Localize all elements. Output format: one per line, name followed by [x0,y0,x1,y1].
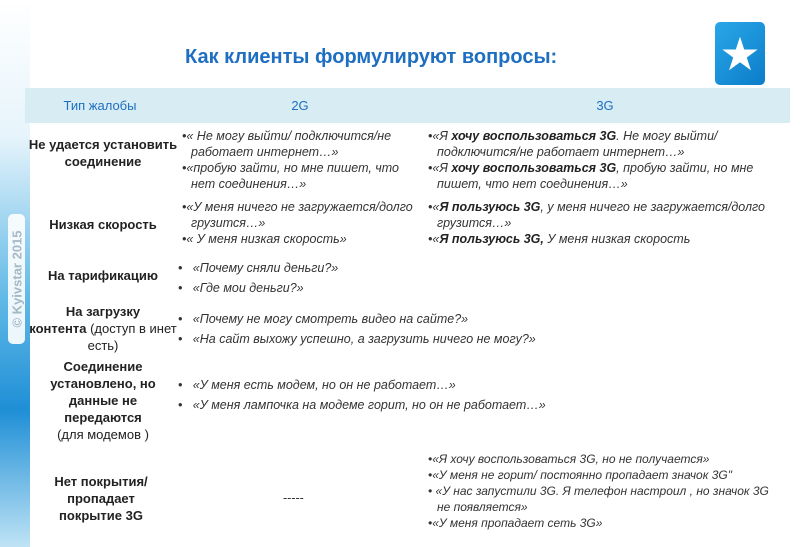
row-3g-quotes [428,451,773,531]
row-2g-quotes [182,199,422,247]
row-type: Нет покрытия/пропадает покрытие 3G [54,474,148,523]
quote: •«У меня не горит/ постоянно пропадает значок 3G" [428,468,732,482]
quote: • «Почему не могу смотреть видео на сайте?» [178,312,469,326]
slide-title: Как клиенты формулируют вопросы: [185,46,558,68]
row-type: На загрузку контента (доступ в инет есть) [29,304,177,353]
row-3g-quotes [428,128,788,192]
row-3g-quotes [428,199,788,247]
quote: • «У нас запустили 3G. Я телефон настроил , но значок 3G не появляется» [428,484,769,514]
kyivstar-logo-star-icon: ★ [715,22,765,85]
row-2g-empty: ----- [283,491,304,505]
row-type: Низкая скорость [49,217,157,232]
quote: •«Я пользуюсь 3G, У меня низкая скорость [428,232,691,246]
quote: •«Я хочу воспользоваться 3G, но не получается» [428,452,710,466]
row-2g-quotes [182,128,422,192]
header-2g: 2G [291,98,309,113]
row-shared-quotes [170,311,730,351]
quote: • «Где мои деньги?» [178,281,304,295]
quote: •«Я хочу воспользоваться 3G, пробую зайти, но мне пишет, что нет соединения…» [428,161,754,191]
row-type: На тарификацию [48,268,158,283]
row-type: Не удается установить соединение [28,137,178,169]
header-complaint-type: Тип жалобы [63,98,137,113]
quote: •«пробую зайти, но мне пишет, что нет соединения…» [182,161,399,191]
quote: •«Я хочу воспользоваться 3G. Не могу выйти/ подключится/не работает интернет…» [428,129,718,159]
copyright-watermark: © Kyivstar 2015 [8,214,25,344]
quote: •« У меня низкая скорость» [182,232,347,246]
quote: •« Не могу выйти/ подключится/не работает интернет…» [182,129,392,159]
quote: •«Я пользуюсь 3G, у меня ничего не загружается/долго грузится…» [428,200,765,230]
quote: •«У меня ничего не загружается/долго грузится…» [182,200,413,230]
header-3g: 3G [596,98,614,113]
quote: • «На сайт выхожу успешно, а загрузить ничего не могу?» [178,332,536,346]
quote: • «У меня лампочка на модеме горит, но он не работает…» [178,398,546,412]
row-type: Соединение установлено, но данные не передаются (для модемов ) [50,359,156,442]
quote: •«У меня пропадает сеть 3G» [428,516,603,530]
row-shared-quotes [170,260,670,300]
row-shared-quotes [170,377,730,417]
quote: • «У меня есть модем, но он не работает…» [178,378,456,392]
quote: • «Почему сняли деньги?» [178,261,339,275]
